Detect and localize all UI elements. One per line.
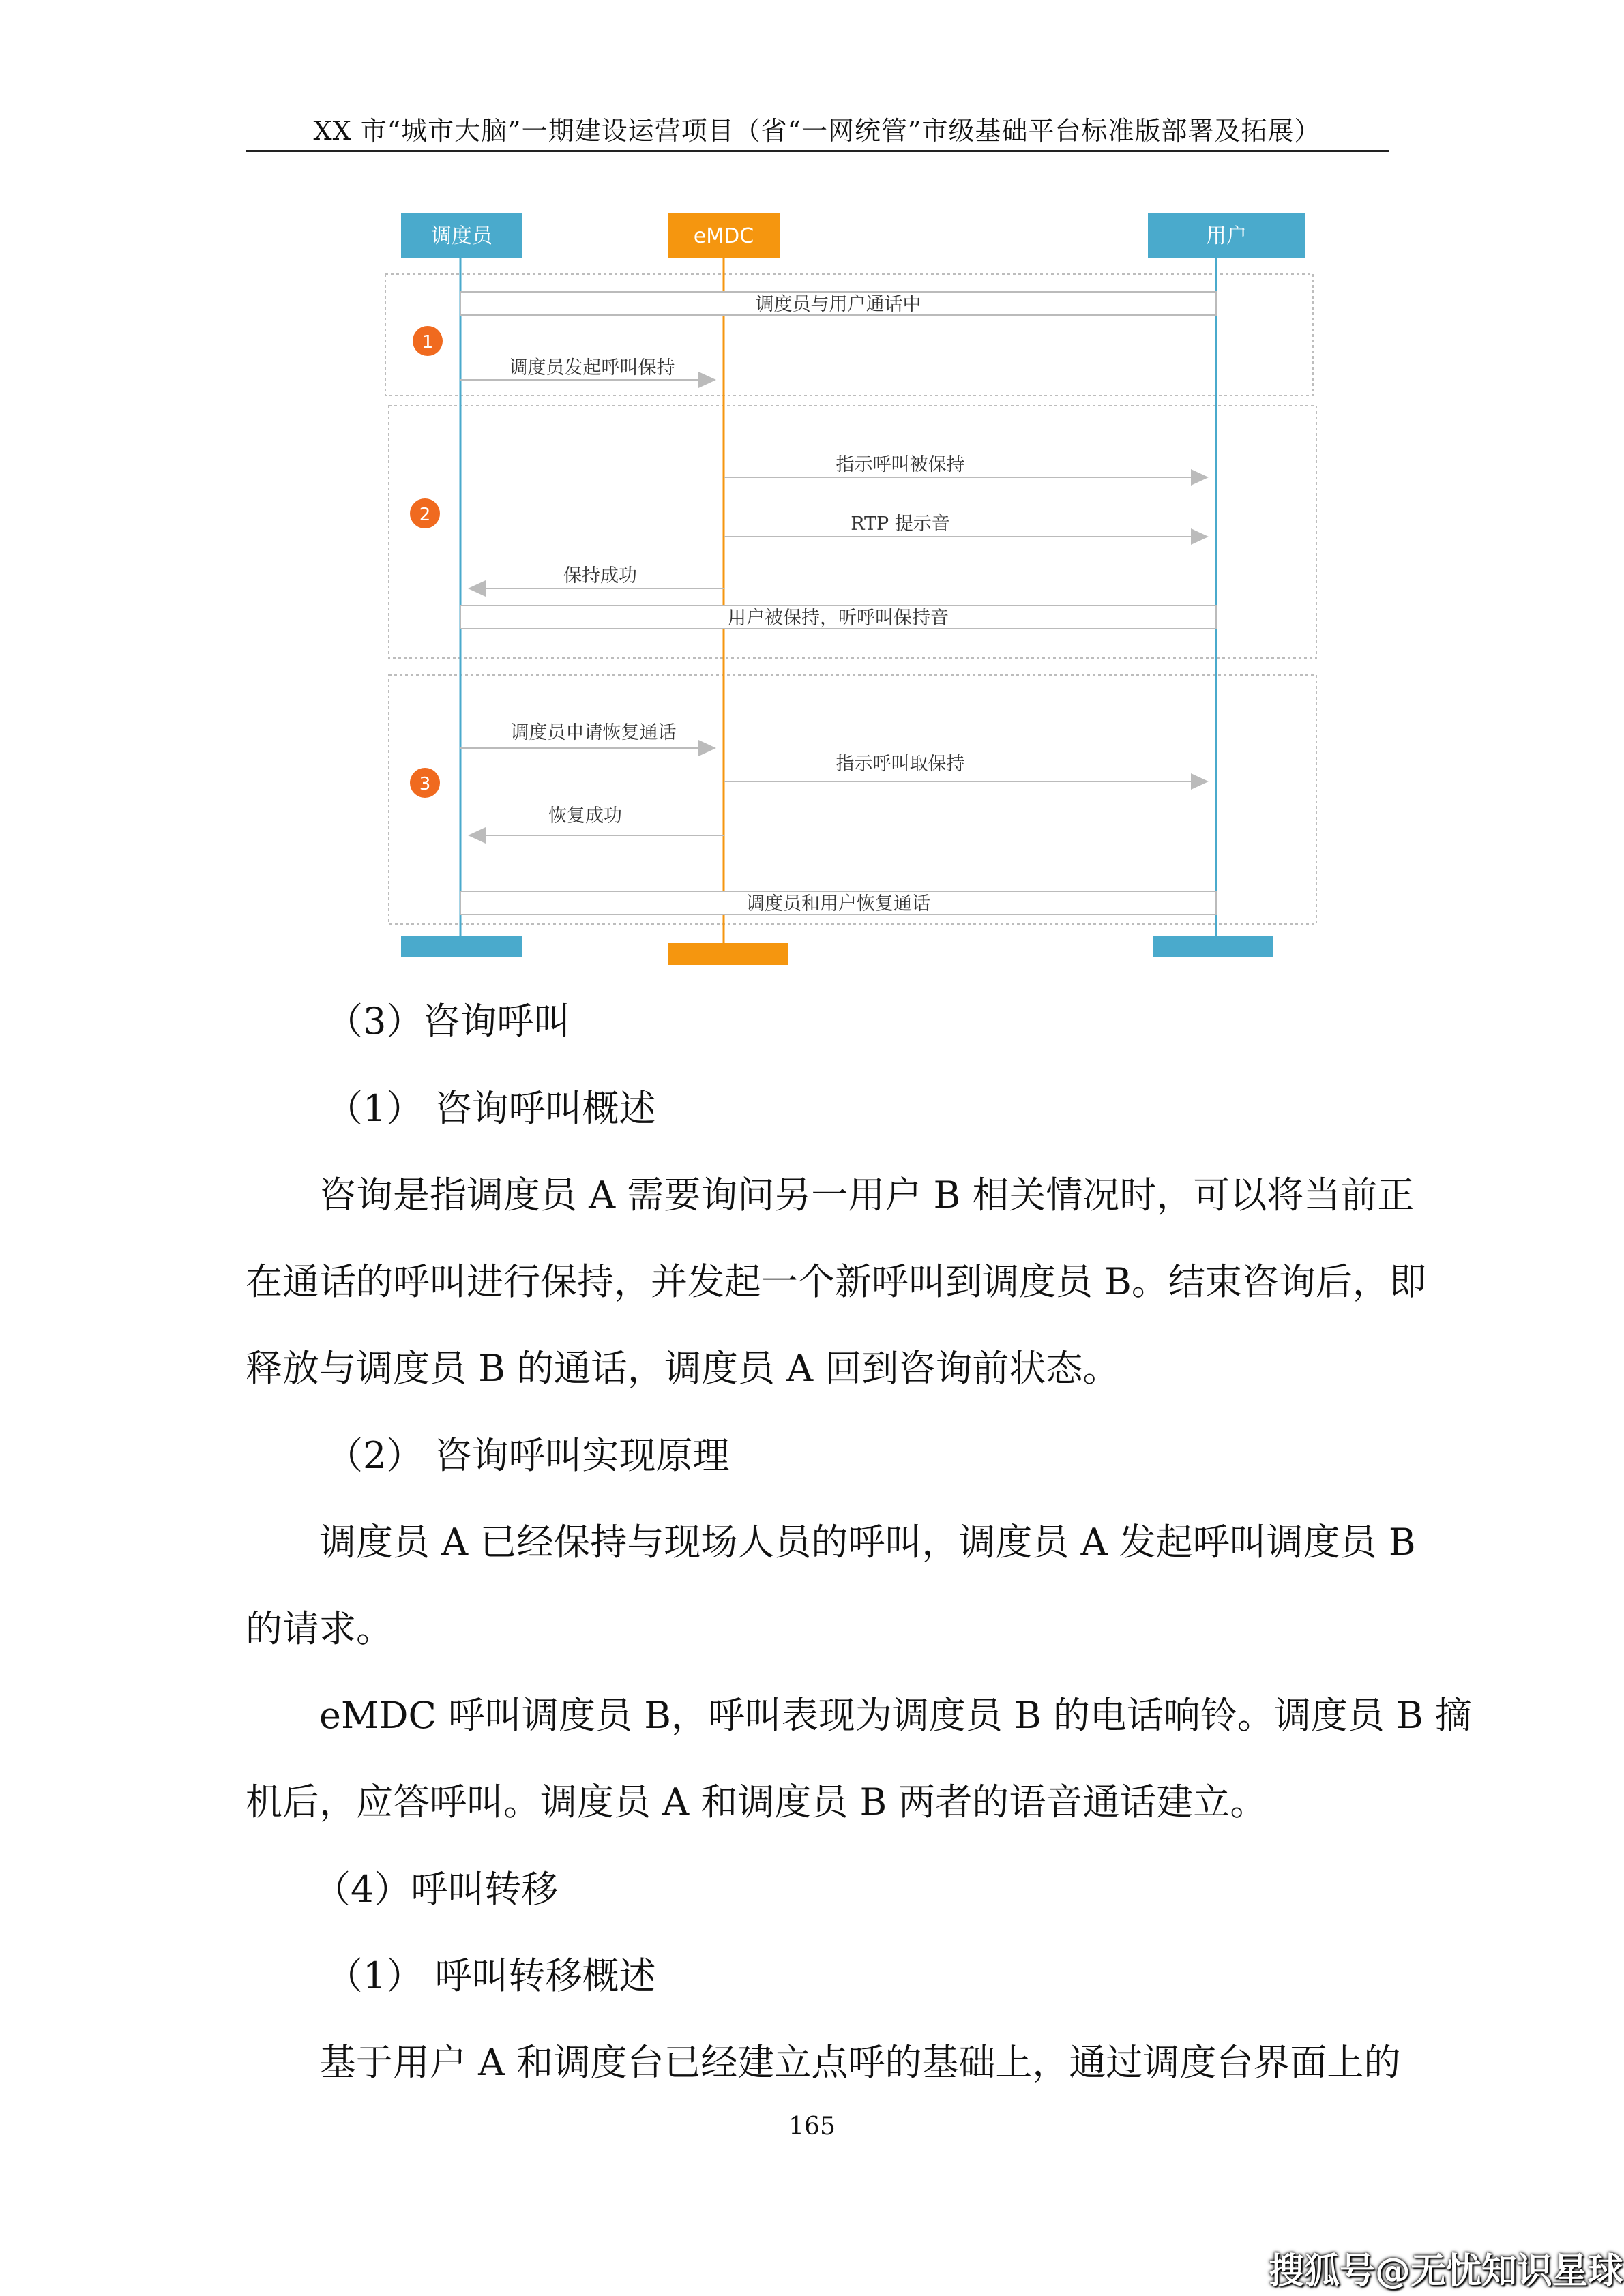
paragraph-line: 咨询是指调度员 A 需要询问另一用户 B 相关情况时，可以将当前正 <box>319 1174 1415 1217</box>
paragraph-line: 基于用户 A 和调度台已经建立点呼的基础上，通过调度台界面上的 <box>319 2041 1401 2084</box>
message-unhold-indicate: 指示呼叫取保持 <box>836 754 965 775</box>
page-header: XX 市“城市大脑”一期建设运营项目（省“一网统管”市级基础平台标准版部署及拓展） <box>313 116 1321 146</box>
message-rtp-tone: RTP 提示音 <box>851 513 950 535</box>
sequence-diagram <box>368 198 1323 982</box>
message-resumed: 调度员和用户恢复通话 <box>746 893 930 914</box>
paragraph-line: 调度员 A 已经保持与现场人员的呼叫，调度员 A 发起呼叫调度员 B <box>319 1521 1416 1564</box>
section-heading-call-transfer: （4）呼叫转移 <box>314 1868 559 1911</box>
paragraph-line: 在通话的呼叫进行保持，并发起一个新呼叫到调度员 B。结束咨询后，即 <box>246 1260 1426 1303</box>
subheading-transfer-overview: （1） 呼叫转移概述 <box>326 1954 656 1997</box>
subheading-consult-principle: （2） 咨询呼叫实现原理 <box>326 1434 730 1477</box>
message-resume-success: 恢复成功 <box>548 805 622 826</box>
actor-user-label: 用户 <box>1206 224 1247 248</box>
section-heading-consult-call: （3）咨询呼叫 <box>326 1000 571 1043</box>
step-badge-3-label: 3 <box>419 774 431 794</box>
message-hold-indicate: 指示呼叫被保持 <box>836 454 965 475</box>
dispatcher-end-bar <box>401 936 522 957</box>
message-user-held: 用户被保持，听呼叫保持音 <box>728 608 949 629</box>
user-end-bar <box>1153 936 1273 957</box>
paragraph-line: 的请求。 <box>246 1607 393 1650</box>
message-talking: 调度员与用户通话中 <box>755 294 921 315</box>
message-hold-request: 调度员发起呼叫保持 <box>509 357 675 378</box>
subheading-consult-overview: （1） 咨询呼叫概述 <box>326 1087 656 1130</box>
paragraph-line: 机后，应答呼叫。调度员 A 和调度员 B 两者的语音通话建立。 <box>246 1780 1267 1823</box>
page-number: 165 <box>788 2113 836 2141</box>
message-resume-request: 调度员申请恢复通话 <box>510 722 677 743</box>
message-hold-success: 保持成功 <box>563 565 637 586</box>
step-badge-1-label: 1 <box>422 332 434 353</box>
step-3-frame <box>389 675 1316 924</box>
actor-emdc-label: eMDC <box>693 224 754 248</box>
step-badge-2-label: 2 <box>419 505 431 525</box>
paragraph-line: eMDC 呼叫调度员 B，呼叫表现为调度员 B 的电话响铃。调度员 B 摘 <box>319 1694 1472 1737</box>
actor-dispatcher-label: 调度员 <box>431 224 492 248</box>
header-rule <box>246 150 1389 152</box>
emdc-end-bar <box>668 943 788 965</box>
paragraph-line: 释放与调度员 B 的通话，调度员 A 回到咨询前状态。 <box>246 1347 1120 1390</box>
watermark: 搜狐号@无忧知识星球 <box>1269 2251 1624 2292</box>
